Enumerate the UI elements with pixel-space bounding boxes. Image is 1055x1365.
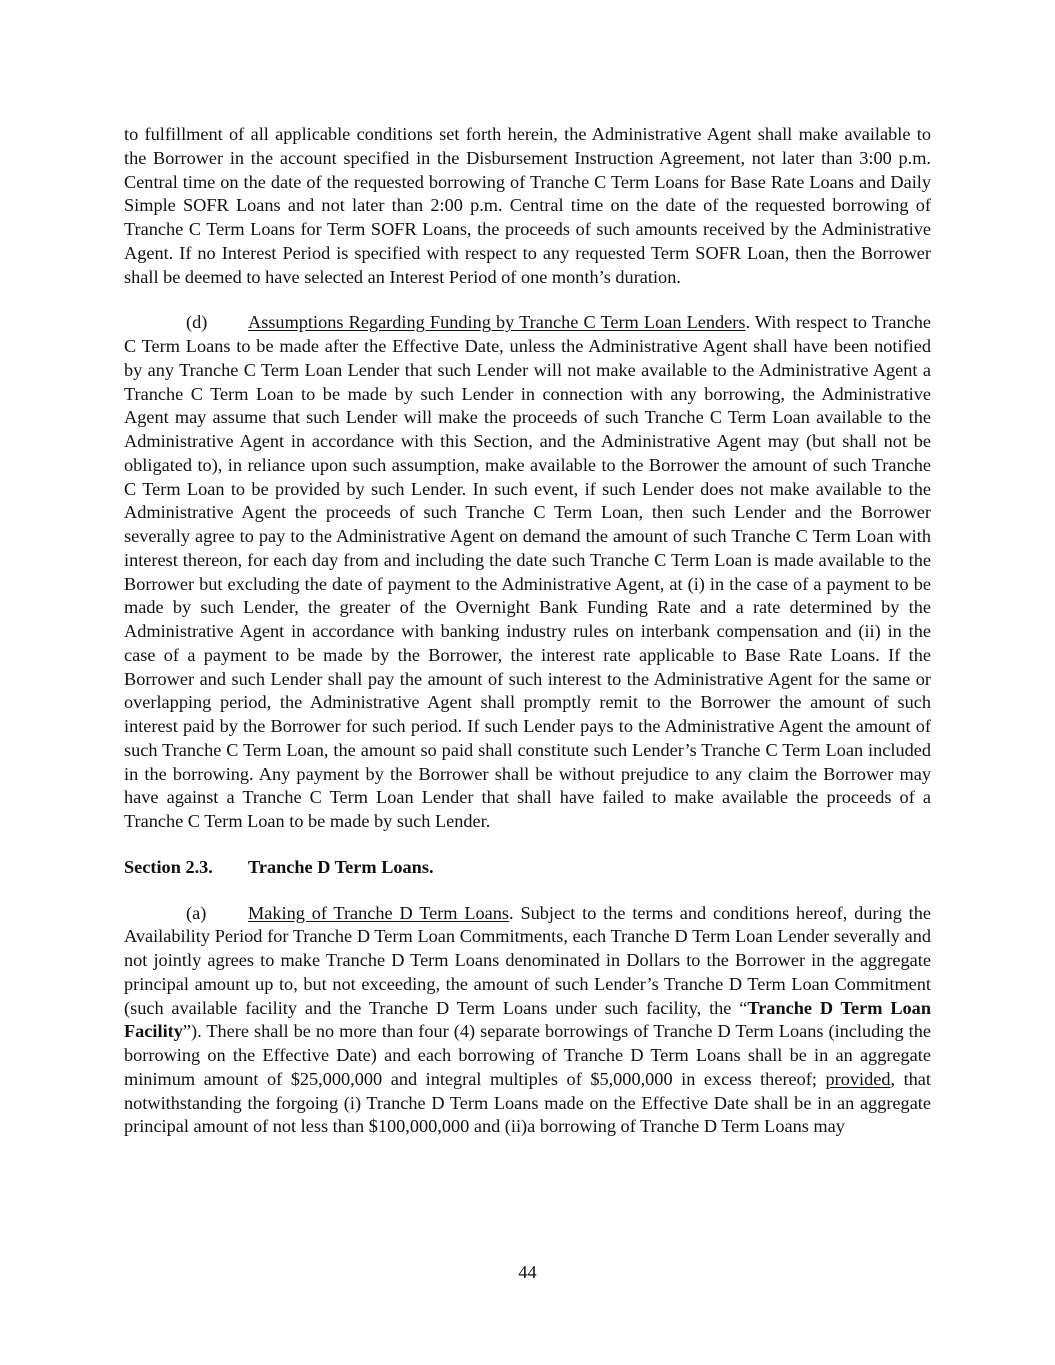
paragraph-d-text: . With respect to Tranche C Term Loans to be made after the Effective Date, unless the Administrative Agent shall have been notified by any Tranche C Term Loan Lender that such Lender will not make available to the Administrative Agent a Tranche C Term Loan to be made by such Lender in connection with any borrowing, the Administrative Agent may assume that such Lender will make the proceeds of such Tranche C Term Loan available to the Administrative Agent in accordance with this Section, and the Administrative Agent may (but shall not be obligated to), in reliance upon such assumption, make available to the Borrower the amount of such Tranche C Term Loan to be provided by such Lender. In such event, if such Lender does not make available to the Administrative Agent the proceeds of such Tranche C Term Loan, then such Lender and the Borrower severally agree to pay to the Administrative Agent on demand the amount of such Tranche C Term Loan with interest thereon, for each day from and including the date such Tranche C Term Loan is made available to the Borrower but excluding the date of payment to the Administrative Agent, at (i) in the case of a payment to be made by such Lender, the greater of the Overnight Bank Funding Rate and a rate determined by the Administrative Agent in accordance with banking industry rules on interbank compensation and (ii) in the case of a payment to be made by the Borrower, the interest rate applicable to Base Rate Loans. If the Borrower and such Lender shall pay the amount of such interest to the Administrative Agent for the same or overlapping period, the Administrative Agent shall promptly remit to the Borrower the amount of such interest paid by the Borrower for such period. If such Lender pays to the Administrative Agent the amount of such Tranche C Term Loan, the amount so paid shall constitute such Lender’s Tranche C Term Loan included in the borrowing. Any payment by the Borrower shall be without prejudice to any claim the Borrower may have against a Tranche C Term Loan Lender that shall have failed to make available the proceeds of a Tranche C Term Loan to be made by such Lender. xyxy=(124,312,932,831)
paragraph-d xyxy=(124,311,931,834)
provided-term: provided xyxy=(825,1068,891,1089)
paragraph-gap xyxy=(124,880,931,902)
paragraph-gap xyxy=(124,289,931,311)
paragraph-a-heading: Making of Tranche D Term Loans xyxy=(248,902,510,923)
defined-term: Tranche D Term Loan Facility xyxy=(124,997,931,1042)
page-number: 44 xyxy=(518,1262,537,1282)
paragraph-a-text-3: , that notwithstanding the forgoing (i) Tranche D Term Loans made on the Effective Date shall be in an aggregate principal amount of not less than $100,000,000 and (ii)a borrowing of Tranche D Term Loans may xyxy=(124,1068,931,1137)
paragraph-c-continuation: to fulfillment of all applicable conditions set forth herein, the Administrative Agent shall make available to the Borrower in the account specified in the Disbursement Instruction Agreement, not later than 3:00 p.m. Central time on the date of the requested borrowing of Tranche C Term Loans for Base Rate Loans and Daily Simple SOFR Loans and not later than 2:00 p.m. Central time on the date of the requested borrowing of Tranche C Term Loans for Term SOFR Loans, the proceeds of such amounts received by the Administrative Agent. If no Interest Period is specified with respect to any requested Term SOFR Loan, then the Borrower shall be deemed to have selected an Interest Period of one month’s duration. xyxy=(124,124,931,287)
paragraph-gap xyxy=(124,834,931,856)
section-title: Tranche D Term Loans. xyxy=(248,856,434,877)
section-heading xyxy=(124,856,931,880)
document-page xyxy=(124,123,931,1139)
paragraph-a xyxy=(124,902,931,1140)
paragraph-a-label: (a) xyxy=(186,902,207,923)
paragraph-d-heading: Assumptions Regarding Funding by Tranche C Term Loan Lenders xyxy=(248,312,746,333)
paragraph-a-text-2: ”). There shall be no more than four (4) separate borrowings of Tranche D Term Loans (including the borrowing on the Effective Date) and each borrowing of Tranche D Term Loans shall be in an aggregate minimum amount of $25,000,000 and integral multiples of $5,000,000 in excess thereof; xyxy=(124,1021,931,1089)
section-number: Section 2.3. xyxy=(124,856,213,877)
paragraph-d-label: (d) xyxy=(186,312,208,333)
paragraph-a-text-1: . Subject to the terms and conditions hereof, during the Availability Period for Tranche D Term Loan Commitments, each Tranche D Term Loan Lender severally and not jointly agrees to make Tranche D Term Loans denominated in Dollars to the Borrower in the aggregate principal amount up to, but not exceeding, the amount of such Lender’s Tranche D Term Loan Commitment (such available facility and the Tranche D Term Loans under such facility, the “ xyxy=(124,902,932,1018)
